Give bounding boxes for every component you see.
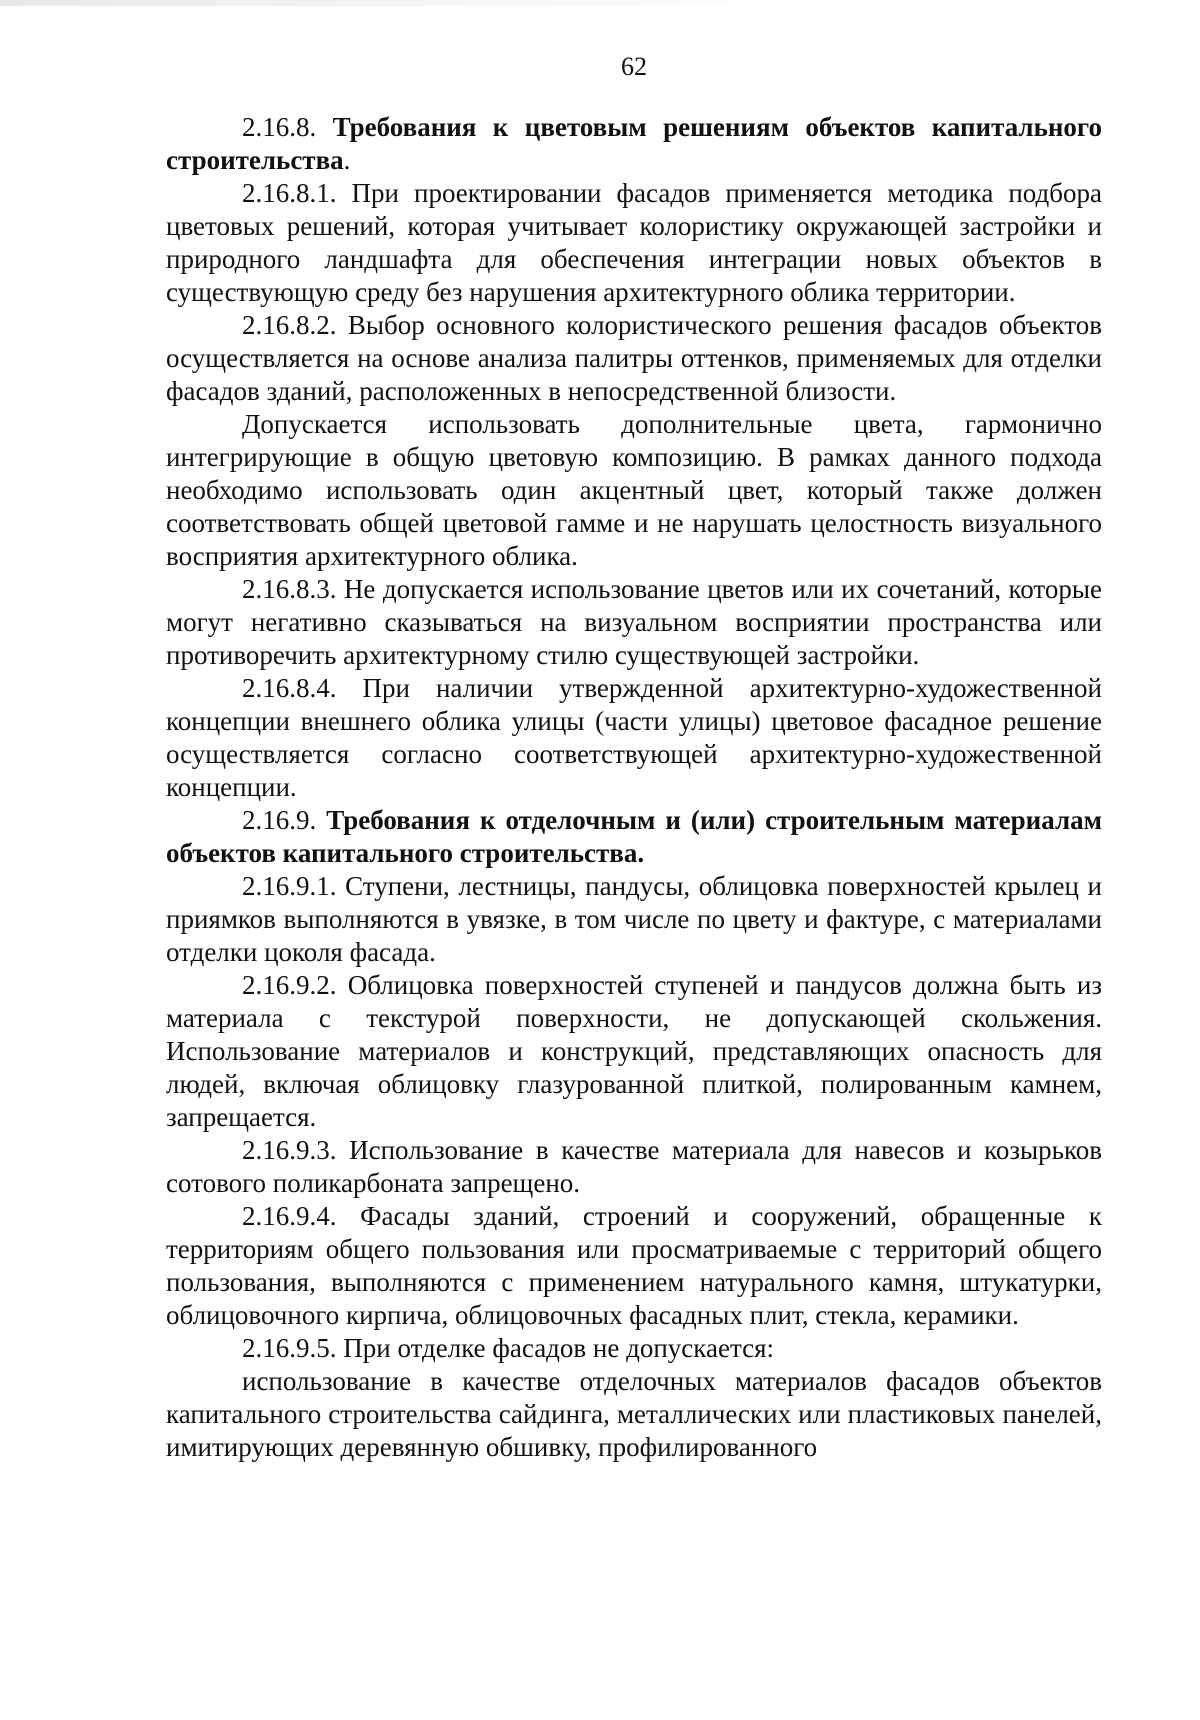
paragraph-2-16-9-4: 2.16.9.4. Фасады зданий, строений и сооружений, обращенные к территориям общего пользования или просматриваемые с территорий общего пользования, выполняются с применением натурального камня, штукатурки, облицовочного кирпича, облицовочных фасадных плит, стекла, керамики. [166, 1201, 1102, 1330]
section-number: 2.16.8. [242, 112, 317, 142]
paragraph-2-16-9-1: 2.16.9.1. Ступени, лестницы, пандусы, облицовка поверхностей крылец и приямков выполняются в увязке, в том числе по цвету и фактуре, с материалами отделки цоколя фасада. [166, 871, 1102, 967]
paragraph-2-16-8-4: 2.16.8.4. При наличии утвержденной архитектурно-художественной концепции внешнего облика улицы (части улицы) цветовое фасадное решение осуществляется согласно соответствующей архитектурно-художественной концепции. [166, 673, 1102, 802]
paragraph-2-16-9-5: 2.16.9.5. При отделке фасадов не допускается: [242, 1333, 774, 1363]
section-title: Требования к цветовым решениям объектов капитального строительства [166, 112, 1103, 175]
section-heading-2-16-9 [166, 804, 1102, 870]
section-heading-2-16-8 [166, 111, 1102, 177]
paragraph-list-item: использование в качестве отделочных материалов фасадов объектов капитального строительства сайдинга, металлических или пластиковых панелей, имитирующих деревянную обшивку, профилированного [166, 1366, 1102, 1462]
section-title-period: . [343, 145, 351, 175]
document-page [166, 50, 1102, 1464]
paragraph-2-16-9-2: 2.16.9.2. Облицовка поверхностей ступеней и пандусов должна быть из материала с текстурой поверхности, не допускающей скольжения. Использование материалов и конструкций, представляющих опасность для людей, включая облицовку глазурованной плиткой, полированным камнем, запрещается. [166, 970, 1102, 1132]
paragraph-2-16-8-3: 2.16.8.3. Не допускается использование цветов или их сочетаний, которые могут негативно сказываться на визуальном восприятии пространства или противоречить архитектурному стилю существующей застройки. [166, 574, 1102, 670]
paragraph-2-16-8-1: 2.16.8.1. При проектировании фасадов применяется методика подбора цветовых решений, которая учитывает колористику окружающей застройки и природного ландшафта для обеспечения интеграции новых объектов в существующую среду без нарушения архитектурного облика территории. [166, 178, 1102, 307]
paragraph-2-16-8-2: 2.16.8.2. Выбор основного колористического решения фасадов объектов осуществляется на основе анализа палитры оттенков, применяемых для отделки фасадов зданий, расположенных в непосредственной близости. [166, 310, 1102, 406]
page-number: 62 [621, 52, 647, 81]
paragraph-2-16-9-3: 2.16.9.3. Использование в качестве материала для навесов и козырьков сотового поликарбоната запрещено. [166, 1135, 1102, 1198]
section-number: 2.16.9. [242, 805, 317, 835]
section-title: Требования к отделочным и (или) строительным материалам объектов капитального строительства. [166, 805, 1102, 868]
paragraph-additional-colors: Допускается использовать дополнительные цвета, гармонично интегрирующие в общую цветовую композицию. В рамках данного подхода необходимо использовать один акцентный цвет, который также должен соответствовать общей цветовой гамме и не нарушать целостность визуального восприятия архитектурного облика. [166, 409, 1102, 571]
scan-top-edge [0, 0, 1200, 6]
